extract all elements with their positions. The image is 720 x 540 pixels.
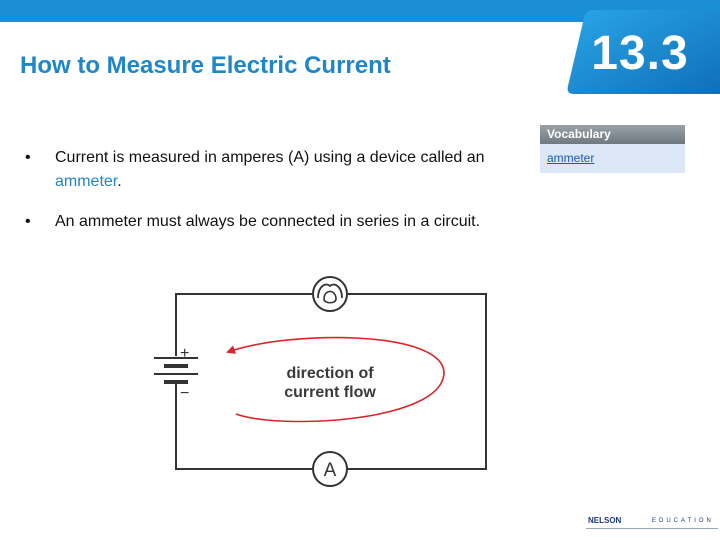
bullet-item-1 xyxy=(25,146,545,194)
footer-divider xyxy=(586,528,718,529)
battery-plus-label: + xyxy=(180,345,190,362)
bullet-item-2 xyxy=(25,210,545,234)
ammeter-symbol: A xyxy=(323,460,337,481)
bullet-symbol: • xyxy=(25,149,31,166)
vocabulary-heading: Vocabulary xyxy=(540,125,685,144)
section-number: 13.3 xyxy=(591,27,689,80)
flow-label-line-2: current flow xyxy=(284,384,376,401)
section-badge xyxy=(566,10,720,94)
bullet-text-before: Current is measured in amperes (A) using a device called an xyxy=(55,149,485,166)
vocabulary-body xyxy=(540,144,685,173)
bullet-text: An ammeter must always be connected in series in a circuit. xyxy=(55,213,481,230)
flow-label-line-1: direction of xyxy=(286,365,374,382)
vocabulary-box xyxy=(540,125,685,173)
battery-icon xyxy=(154,358,198,382)
bullet-list xyxy=(25,146,545,250)
lamp-icon xyxy=(313,277,347,311)
page-title: How to Measure Electric Current xyxy=(20,52,391,79)
publisher-logo: NELSON xyxy=(588,516,622,525)
publisher-logo-sub: EDUCATION xyxy=(652,518,714,524)
bullet-symbol: • xyxy=(25,213,31,230)
bullet-term: ammeter xyxy=(55,173,118,190)
ammeter-icon xyxy=(313,452,347,486)
bullet-text-after: . xyxy=(117,173,122,190)
circuit-diagram xyxy=(140,272,500,494)
battery-minus-label: − xyxy=(180,385,190,402)
vocabulary-link-ammeter[interactable]: ammeter xyxy=(547,151,595,165)
